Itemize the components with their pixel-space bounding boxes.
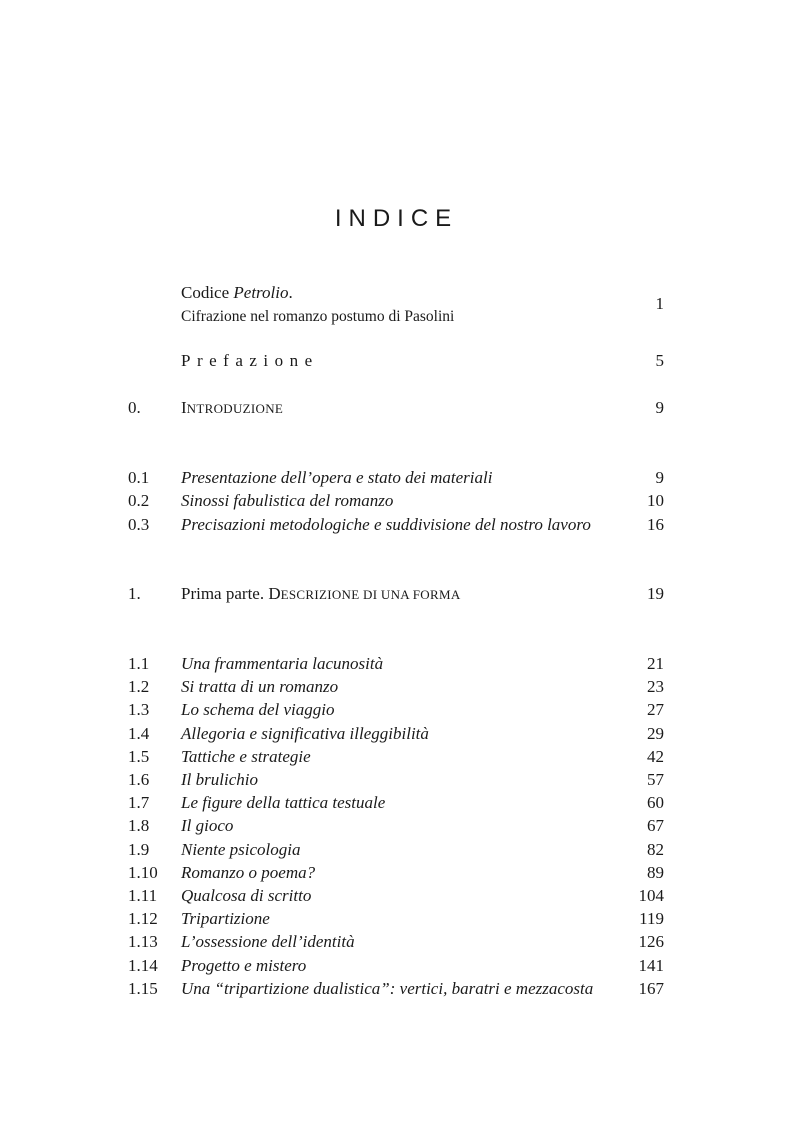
- section-page: 126: [638, 932, 664, 952]
- section-page: 27: [647, 700, 664, 720]
- section-number: 1.4: [128, 723, 150, 743]
- section-title: Progetto e mistero: [181, 955, 307, 975]
- section-title: Allegoria e significativa illeggibilità: [181, 723, 429, 743]
- introduzione-label-rest: NTRODUZIONE: [186, 401, 284, 416]
- introduzione-number: 0.: [128, 398, 141, 417]
- section-number: 1.14: [128, 955, 158, 975]
- section-number: 1.13: [128, 932, 158, 952]
- section-title: Presentazione dell’opera e stato dei materiali: [181, 468, 493, 487]
- section-number: 1.9: [128, 839, 150, 859]
- codice-subtitle: Cifrazione nel romanzo postumo di Pasolini: [181, 308, 455, 325]
- section-title: Qualcosa di scritto: [181, 886, 312, 905]
- section-page: 9: [655, 468, 664, 487]
- part-one-caps-2: DI UNA FORMA: [363, 587, 461, 602]
- section-title: Lo schema del viaggio: [181, 700, 335, 720]
- section-number: 1.5: [128, 746, 150, 766]
- section-title: Il brulichio: [181, 770, 258, 789]
- section-number: 1.2: [128, 677, 150, 697]
- section-number: 1.6: [128, 770, 150, 789]
- section-page: 141: [638, 955, 664, 975]
- introduzione-page: 9: [655, 398, 664, 417]
- section-page: 104: [638, 886, 664, 905]
- section-page: 42: [647, 746, 664, 766]
- section-title: Precisazioni metodologiche e suddivisione del nostro lavoro: [181, 514, 591, 534]
- section-title: Tattiche e strategie: [181, 746, 311, 766]
- section-number: 1.1: [128, 654, 150, 673]
- codice-suffix: .: [288, 283, 293, 302]
- part-one-caps-1: ESCRIZIONE: [280, 587, 364, 602]
- part-one-page: 19: [647, 584, 664, 603]
- part-one-number: 1.: [128, 584, 141, 603]
- codice-prefix: Codice: [181, 283, 234, 302]
- section-title: Niente psicologia: [181, 839, 301, 859]
- section-title: L’ossessione dell’identità: [181, 932, 355, 952]
- codice-title: [181, 283, 293, 303]
- part-one-caps-initial: D: [268, 584, 281, 603]
- section-page: 21: [647, 654, 664, 673]
- section-number: 0.3: [128, 514, 150, 534]
- section-page: 82: [647, 839, 664, 859]
- codice-page: 1: [655, 294, 664, 313]
- section-page: 16: [647, 514, 664, 534]
- section-page: 23: [647, 677, 664, 697]
- section-number: 1.15: [128, 978, 158, 998]
- section-number: 1.10: [128, 862, 158, 882]
- section-title: Una “tripartizione dualistica”: vertici, baratri e mezzacosta: [181, 978, 594, 998]
- section-page: 89: [647, 862, 664, 882]
- section-page: 57: [647, 770, 664, 789]
- section-title: Le figure della tattica testuale: [181, 793, 386, 813]
- section-number: 1.3: [128, 700, 150, 720]
- codice-italic: Petrolio: [233, 283, 289, 302]
- section-number: 0.1: [128, 468, 150, 487]
- section-number: 1.12: [128, 909, 158, 929]
- section-page: 60: [647, 793, 664, 813]
- prefazione-page: 5: [655, 351, 664, 370]
- prefazione-label: Prefazione: [181, 351, 319, 370]
- section-title: Una frammentaria lacunosità: [181, 654, 384, 673]
- part-one-prefix: Prima parte.: [181, 584, 269, 603]
- part-one-label: [181, 584, 461, 605]
- section-page: 67: [647, 816, 664, 836]
- section-title: Il gioco: [181, 816, 234, 836]
- page-title: INDICE: [334, 205, 459, 232]
- introduzione-label-initial: I: [181, 398, 187, 417]
- section-number: 1.7: [128, 793, 150, 813]
- section-number: 1.11: [128, 886, 158, 905]
- section-number: 0.2: [128, 491, 150, 511]
- section-number: 1.8: [128, 816, 150, 836]
- section-title: Si tratta di un romanzo: [181, 677, 339, 697]
- introduzione-label: [181, 398, 283, 419]
- section-page: 167: [638, 978, 664, 998]
- section-title: Tripartizione: [181, 909, 270, 929]
- section-page: 29: [647, 723, 664, 743]
- section-title: Sinossi fabulistica del romanzo: [181, 491, 394, 511]
- section-page: 119: [639, 909, 664, 929]
- section-title: Romanzo o poema?: [181, 862, 316, 882]
- section-page: 10: [647, 491, 664, 511]
